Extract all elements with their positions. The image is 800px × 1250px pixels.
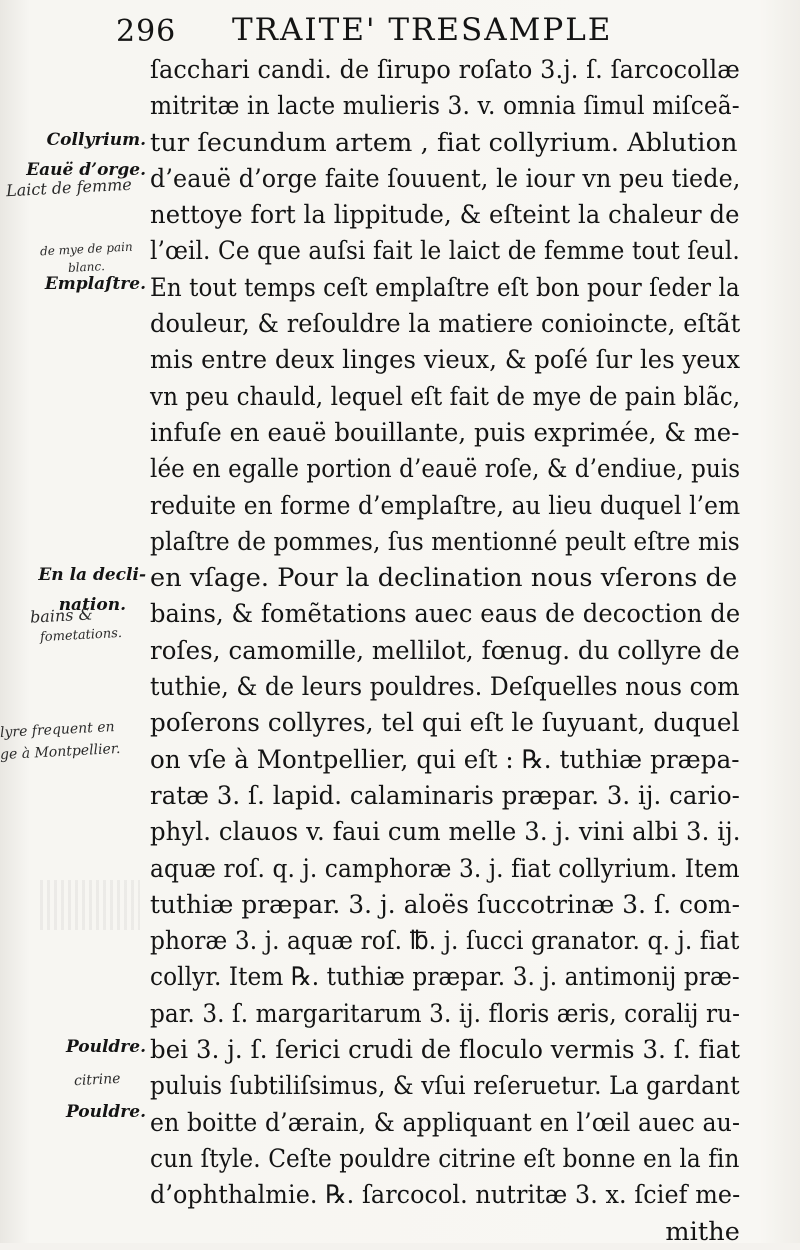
page-number: 296 xyxy=(116,14,177,49)
text-line: roſes, camomille, mellilot, fœnug. du collyre de xyxy=(150,635,740,666)
text-line: mitritæ in lacte mulieris 3. v. omnia ſimul miſceã- xyxy=(150,91,740,122)
margin-note-declination-cont: nation. xyxy=(58,595,126,615)
text-line: infuſe en eauë bouillante, puis exprimée, & me- xyxy=(150,417,740,448)
text-line: phyl. clauos v. faui cum melle 3. j. vini albi 3. ij. xyxy=(150,817,741,848)
text-line: bains, & fomẽtations auec eaus de decoction de xyxy=(150,599,741,630)
text-line: bei 3. j. ſ. ſerici crudi de floculo vermis 3. ſ. fiat xyxy=(150,1035,741,1066)
text-line: tur ſecundum artem , fiat collyrium. Ablution xyxy=(150,127,738,158)
text-line: douleur, & reſouldre la matiere conioincte, eſtãt xyxy=(150,309,741,340)
text-line: reduite en forme d’emplaſtre, au lieu duquel l’em xyxy=(150,490,741,521)
handwritten-note: citrine xyxy=(73,1070,121,1090)
margin-note-declination: En la decli- xyxy=(38,565,146,585)
text-line: lée en egalle portion d’eauë roſe, & d’endiue, puis xyxy=(150,454,741,485)
margin-note-eaue-dorge: Eauë d’orge. xyxy=(26,160,146,180)
handwritten-note: Laict de femme xyxy=(5,174,133,201)
handwritten-note: blanc. xyxy=(67,259,106,275)
handwritten-note: lyre frequent en xyxy=(0,719,115,741)
text-line: tuthie, & de leurs pouldres. Deſquelles nous com xyxy=(150,672,740,703)
margin-note-pouldre: Pouldre. xyxy=(65,1037,146,1057)
text-line: d’eauë d’orge faite ſouuent, le iour vn peu tiede, xyxy=(150,163,741,194)
text-line: vn peu chauld, lequel eſt fait de mye de pain blãc, xyxy=(150,381,741,412)
body-text xyxy=(150,52,740,1250)
text-line: poſerons collyres, tel qui eſt le ſuyuant, duquel xyxy=(150,708,740,739)
text-line: l’œil. Ce que auſsi fait le laict de femme tout ſeul. xyxy=(150,236,740,267)
margin-note-emplastre: Emplaſtre. xyxy=(44,274,146,294)
text-line: ratæ 3. ſ. lapid. calaminaris præpar. 3. ij. cario- xyxy=(150,780,740,811)
text-line: en boitte d’ærain, & appliquant en l’œil auec au- xyxy=(150,1107,741,1138)
catchword: mithe xyxy=(665,1216,740,1247)
handwritten-note: bains & xyxy=(29,604,94,627)
text-line: ſacchari candi. de ſirupo roſato 3.j. ſ. ſarcocollæ xyxy=(150,55,740,85)
text-line: par. 3. ſ. margaritarum 3. ij. floris æris, coralij ru- xyxy=(150,998,741,1029)
handwritten-note: de mye de pain xyxy=(39,239,133,259)
text-line: en vſage. Pour la declination nous vſerons de xyxy=(150,563,738,594)
text-line: tuthiæ præpar. 3. j. aloës ſuccotrinæ 3. ſ. com- xyxy=(150,889,741,920)
text-line: phoræ 3. j. aquæ roſ. ℔. j. ſucci granator. q. j. fiat xyxy=(150,926,740,957)
text-line: cun ſtyle. Ceſte pouldre citrine eſt bonne en la fin xyxy=(150,1143,740,1174)
text-line: En tout temps ceſt emplaſtre eſt bon pour ſeder la xyxy=(150,272,740,303)
handwritten-note: fometations. xyxy=(39,625,123,646)
margin-note-collyrium: Collyrium. xyxy=(46,130,146,150)
handwritten-note: ge à Montpellier. xyxy=(0,740,121,764)
text-line: collyr. Item ℞. tuthiæ præpar. 3. j. antimonij præ- xyxy=(150,962,740,993)
page-header xyxy=(0,10,800,54)
text-line: nettoye fort la lippitude, & eſteint la chaleur de xyxy=(150,200,740,231)
text-line: puluis ſubtiliſsimus, & vſui reſeruetur. La gardant xyxy=(150,1071,740,1102)
text-line: plaſtre de pommes, ſus mentionné peult eſtre mis xyxy=(150,526,740,557)
margin-note-pouldre-citrine: Pouldre. xyxy=(65,1102,146,1122)
text-line: aquæ roſ. q. j. camphoræ 3. j. fiat collyrium. Item xyxy=(150,853,740,884)
text-line: mis entre deux linges vieux, & poſé ſur les yeux xyxy=(150,345,741,376)
margin-smudge xyxy=(40,880,140,930)
text-line: d’ophthalmie. ℞. ſarcocol. nutritæ 3. x. ſcief me- xyxy=(150,1180,741,1211)
running-head: TRAITE' TRESAMPLE xyxy=(232,12,613,48)
text-line: on vſe à Montpellier, qui eſt : ℞. tuthiæ præpa- xyxy=(150,744,740,775)
